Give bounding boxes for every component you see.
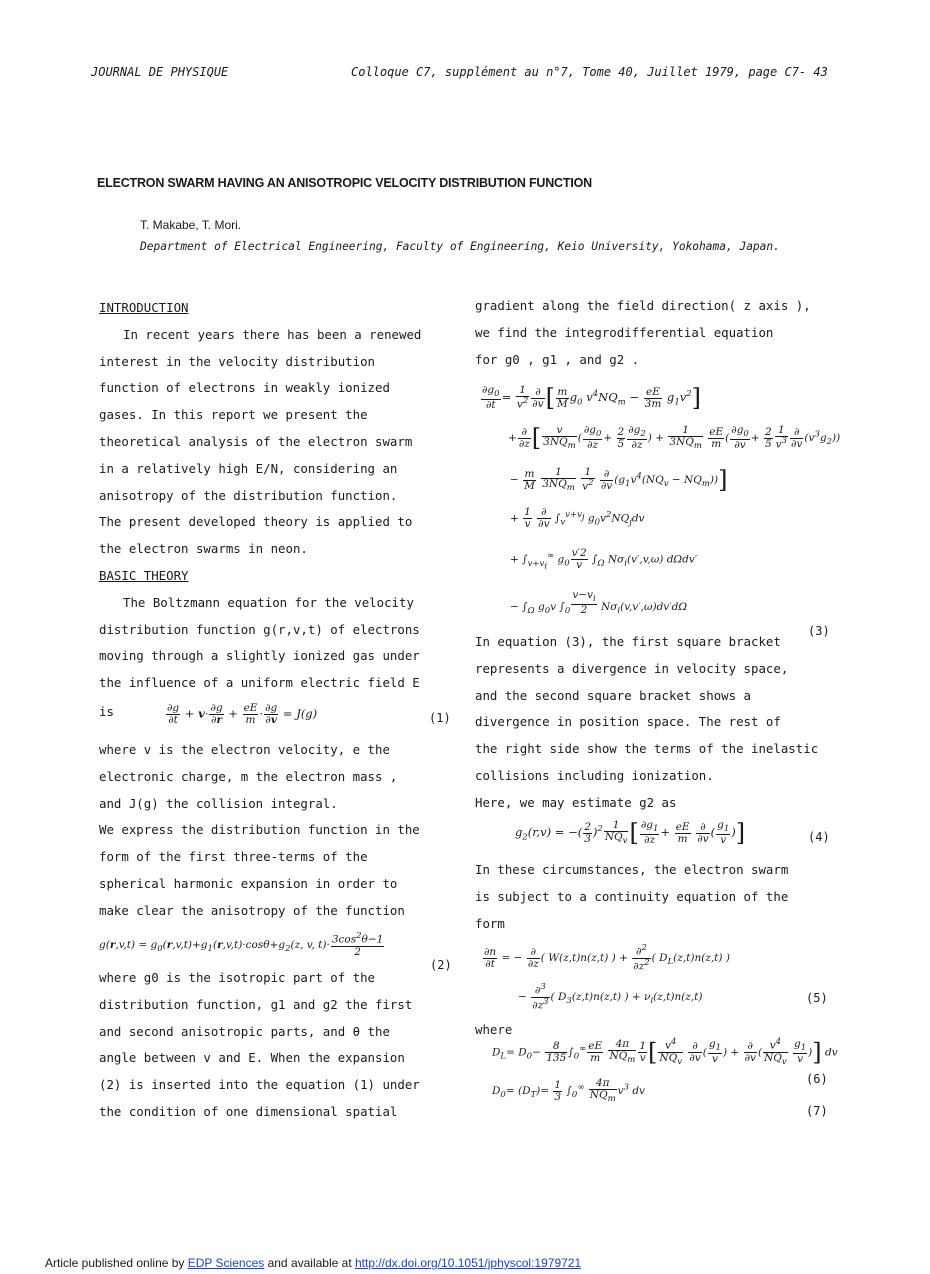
equation-number: (2) <box>430 958 452 972</box>
publisher-link[interactable]: EDP Sciences <box>187 1256 265 1270</box>
body-line: the electron swarms in neon. <box>99 541 308 557</box>
body-line: divergence in position space. The rest of <box>475 714 781 730</box>
body-line: where g0 is the isotropic part of the <box>99 970 376 985</box>
equation-3-line-2: + $\frac{\partial}{\partial z}$ [ $\frac{v}{3NQ_m}$ ( $\frac{\partial g_0}{\partial z}$ + $\frac{2}{5}$ $\frac{\partial g_2}{\partial z}$ ) + $\frac{1}{3NQ_m}$ $\frac{eE}{m}$ ( $\frac{\partial g_0}{\partial v}$ + $\frac{2}{5}$ $\frac{1}{v^3}$ $\frac{\partial}{\partial v}$ $(v^3g_2)$) <box>508 424 841 453</box>
equation-4: $g_2(r,v)$ = −( $\frac{2}{3}$ )$^2$ $\frac{1}{NQ_v}$ [ $\frac{\partial g_1}{\partial z}$ + $\frac{eE}{m}$ $\frac{\partial}{\partial v}$ ( $\frac{g_1}{v}$ )] <box>515 819 746 848</box>
body-line: In recent years there has been a renewed <box>123 326 422 342</box>
footer-prefix: Article published online by <box>45 1256 188 1270</box>
equation-3-line-4: + $\frac{1}{v}$ $\frac{\partial}{\partial v}$ $\int_v^{v+v_j}$ $g_0v^2NQ_jdv$ <box>510 506 645 531</box>
body-line: make clear the anisotropy of the function <box>99 902 405 918</box>
body-line: and second anisotropic parts, and θ the <box>99 1023 390 1039</box>
body-line: interest in the velocity distribution <box>99 353 376 369</box>
body-line: in a relatively high E/N, considering an <box>99 460 398 476</box>
body-line: (2) is inserted into the equation (1) under <box>99 1077 420 1093</box>
where-label: where <box>475 1022 513 1037</box>
equation-2: $g(r,v,t) = g_0(r,v,t)+g_1(r,v,t)\cdot\cos\theta+g_2(z$, v, t)· $\frac{3\cos^2\theta-1}{2}$ <box>99 931 384 958</box>
equation-6: $D_L= D_0-$ $\frac{8}{135}$ $\int_0^\infty$ $\frac{eE}{m}$ $\frac{4\pi}{NQ_m}$ $\frac{1}{v}$ [ $\frac{v^4}{NQ_v}$ $\frac{\partial}{\partial v}$ ( $\frac{g_1}{v}$ ) + $\frac{\partial}{\partial v}$ ( $\frac{v^4}{NQ_v}$ $\frac{g_1}{v}$ )] dv <box>492 1037 838 1067</box>
body-line: represents a divergence in velocity space, <box>475 660 789 676</box>
body-line: distribution function, g1 and g2 the first <box>99 996 413 1012</box>
body-line: The Boltzmann equation for the velocity <box>123 594 414 610</box>
body-line: distribution function g(r,v,t) of electrons <box>99 621 420 637</box>
body-line: In equation (3), the first square bracket <box>475 634 781 649</box>
left-column <box>99 295 455 925</box>
body-line: moving through a slightly ionized gas under <box>99 648 420 664</box>
body-line: theoretical analysis of the electron swarm <box>99 433 413 449</box>
body-line: Here, we may estimate g2 as <box>475 794 677 810</box>
body-line: angle between v and E. When the expansion <box>99 1050 405 1066</box>
section-heading-basic-theory: BASIC THEORY <box>99 567 189 583</box>
body-line: gases. In this report we present the <box>99 407 368 423</box>
body-line: the condition of one dimensional spatial <box>99 1103 398 1119</box>
equation-3-line-3: − $\frac{m}{M}$ $\frac{1}{3NQ_m}$ $\frac{1}{v^2}$ $\frac{\partial}{\partial v}$ $(g_1v^4(NQ_v - NQ_m))$] <box>510 466 728 495</box>
body-line: and J(g) the collision integral. <box>99 795 338 811</box>
equation-number: (7) <box>806 1104 828 1118</box>
section-heading-introduction: INTRODUCTION <box>99 300 189 315</box>
footer-middle: and available at <box>264 1256 355 1270</box>
equation-3-line-5: + $\int_{v+v_i}^\infty$ $g_0$ $\frac{v'2}{v}$ $\int_\Omega$ $N\sigma_i(v',v,\omega)$ dΩdv′ <box>510 547 698 572</box>
body-line: and the second square bracket shows a <box>475 687 752 703</box>
citation-line: Colloque C7, supplément au n°7, Tome 40, Juillet 1979, page C7- 43 <box>351 65 828 79</box>
body-line: the influence of a uniform electric field E <box>99 675 420 691</box>
equation-number: (6) <box>806 1072 828 1086</box>
equation-7: $D_0= (D_T)=$ $\frac{1}{3}$ $\int_0^\infty$ $\frac{4\pi}{NQ_m}$ $v^3$ dv <box>492 1077 645 1105</box>
equation-3-line-6: − $\int_\Omega$ $g_0v$ $\int_0$ $^{\frac{v-v_i}{2}}$ $N\sigma_i(v,v',\omega)dv'd\Omega$ <box>510 589 688 617</box>
eq1-row: is <box>99 703 114 719</box>
body-line: In these circumstances, the electron swarm <box>475 862 789 877</box>
left-column-cont <box>99 965 455 1126</box>
body-line: function of electrons in weakly ionized <box>99 380 390 396</box>
equation-3-line-1: $\frac{\partial g_0}{\partial t}$ = $\frac{1}{v^2}$ $\frac{\partial}{\partial v}$ [ $\frac{m}{M}$ $g_0$ $v^4NQ_m$ − $\frac{eE}{3m}$ $g_1v^2$] <box>482 384 702 413</box>
body-line: The present developed theory is applied to <box>99 514 413 530</box>
paper-authors: T. Makabe, T. Mori. <box>140 218 242 232</box>
body-line: We express the distribution function in the <box>99 822 420 838</box>
body-line: is subject to a continuity equation of the <box>475 888 789 904</box>
equation-number: (1) <box>429 711 451 725</box>
body-line: anisotropy of the distribution function. <box>99 487 398 503</box>
right-column-mid <box>475 629 830 817</box>
body-line: collisions including ionization. <box>475 767 714 783</box>
body-line: form <box>475 915 505 931</box>
equation-5-line-1: $\frac{\partial n}{\partial t}$ = − $\frac{\partial}{\partial z}$ ( W(z,t)n(z,t) ) + $\frac{\partial^2}{\partial z^2}$ ( $D_L(z,t)n(z,t)$ ) <box>484 943 730 973</box>
journal-name: JOURNAL DE PHYSIQUE <box>91 65 229 79</box>
body-line: we find the integrodifferential equation <box>475 324 774 340</box>
body-line: gradient along the field direction( z axis ), <box>475 298 811 313</box>
body-line: electronic charge, m the electron mass , <box>99 768 398 784</box>
equation-5-line-2: − $\frac{\partial^3}{\partial z^3}$ ( $D_3(z,t)n(z,t)$ ) + $\nu_i(z,t)n(z,t)$ <box>518 982 703 1012</box>
equation-1: $\frac{\partial g}{\partial t}$ + v· $\frac{\partial g}{\partial r}$ + $\frac{eE}{m}$ · $\frac{\partial g}{\partial v}$ = J(g) <box>167 702 318 727</box>
body-line: where v is the electron velocity, e the <box>99 741 390 757</box>
right-column-lower <box>475 857 830 937</box>
body-line: spherical harmonic expansion in order to <box>99 875 398 891</box>
equation-number: (5) <box>806 991 828 1005</box>
right-column <box>475 293 830 373</box>
doi-link[interactable]: http://dx.doi.org/10.1051/jphyscol:1979721 <box>354 1256 582 1270</box>
equation-number: (4) <box>808 830 830 844</box>
publication-footer <box>45 1256 581 1270</box>
body-line: form of the first three-terms of the <box>99 849 368 865</box>
equation-number: (3) <box>808 624 830 638</box>
body-line: for g0 , g1 , and g2 . <box>475 351 640 367</box>
paper-title: ELECTRON SWARM HAVING AN ANISOTROPIC VELOCITY DISTRIBUTION FUNCTION <box>97 176 592 190</box>
body-line: the right side show the terms of the inelastic <box>475 741 819 757</box>
paper-affiliation: Department of Electrical Engineering, Faculty of Engineering, Keio University, Yokohama, Japan. <box>140 240 780 253</box>
